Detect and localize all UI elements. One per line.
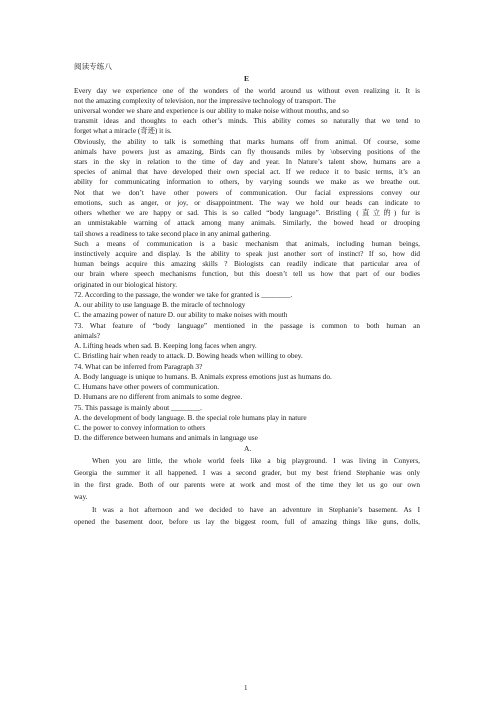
passage-a-heading: A. <box>244 444 252 453</box>
passage-e-line: others whether we are happy or sad. This is so called “body language”. Bristling (直立的) fur is <box>74 208 420 217</box>
passage-e-line: originated in our biological history. <box>74 280 178 289</box>
passage-e-line: tail shows a readiness to take second place in any animal gathering. <box>74 229 271 238</box>
passage-e-line: ability for communicating information to others, by varying sounds we make as we breathe out. <box>74 177 420 186</box>
passage-e-line: not the amazing complexity of television, nor the impressive technology of transport. The <box>74 96 336 105</box>
passage-e-line: forget what a miracle (奇迹) it is. <box>74 126 172 135</box>
question-line: D. the difference between humans and animals in language use <box>74 433 258 442</box>
passage-a-line: in the first grade. Both of our parents were at work and most of the time they let us go our own <box>74 480 420 489</box>
question-line: C. Humans have other powers of communication. <box>74 382 220 391</box>
passage-e-line: human beings acquire this amazing skills ? Biologists can readily indicate that particular area of <box>74 259 420 268</box>
passage-e-line: stars in the sky in relation to the time of day and year. In Nature’s talent show, humans are a <box>74 157 420 166</box>
question-line: 74. What can be inferred from Paragraph 3? <box>74 362 203 371</box>
worksheet-title: 阅读专练八 <box>74 62 112 71</box>
passage-e-line: animals have powers just as amazing, Birds can fly thousands miles by \observing positions of the <box>74 147 420 156</box>
passage-e-line: species of animal that have developed their own special act. If we reduce it to basic terms, it’s an <box>74 167 420 176</box>
passage-a-line: It was a hot afternoon and we decided to have an adventure in Stephanie’s basement. As I <box>92 505 420 514</box>
question-line: 73. What feature of “body language” mentioned in the passage is common to both human an <box>74 321 420 330</box>
question-line: A. Body language is unique to humans. B. Animals express emotions just as humans do. <box>74 372 332 381</box>
question-line: animals? <box>74 331 100 340</box>
passage-e-line: Not that we don’t have other powers of communication. Our facial expressions convey our <box>74 188 420 197</box>
passage-e-line: Such a means of communication is a basic mechanism that animals, including human beings, <box>74 239 420 248</box>
question-line: 75. This passage is mainly about ________. <box>74 403 202 412</box>
question-line: D. Humans are no different from animals to some degree. <box>74 392 243 401</box>
question-line: A. our ability to use language B. the miracle of technology <box>74 300 246 309</box>
passage-e-heading: E <box>244 74 250 83</box>
passage-a-line: When you are little, the whole world feels like a big playground. I was living in Conyers, <box>92 456 420 465</box>
passage-a-line: opened the basement door, before us lay the biggest room, full of amazing things like guns, dolls, <box>74 517 420 526</box>
passage-e-line: universal wonder we share and experience is our ability to make noise without mouths, and so <box>74 106 349 115</box>
question-line: C. the amazing power of nature D. our ability to make noises with mouth <box>74 310 288 319</box>
question-line: 72. According to the passage, the wonder we take for granted is ________. <box>74 290 293 299</box>
question-line: C. the power to convey information to others <box>74 423 206 432</box>
passage-a-line: Georgia the summer it all happened. I was a second grader, but my best friend Stephanie was only <box>74 468 420 477</box>
page-number: 1 <box>244 684 248 692</box>
passage-e-line: Every day we experience one of the wonders of the world around us without even realizing it. It is <box>74 86 420 95</box>
passage-e-line: emotions, such as anger, or joy, or disappointment. The way we hold our heads can indicate to <box>74 198 420 207</box>
question-line: A. Lifting heads when sad. B. Keeping long faces when angry. <box>74 341 257 350</box>
passage-e-line: instinctively acquire and display. Is the ability to speak just another sort of instinct? If so, how did <box>74 249 420 258</box>
passage-e-line: transmit ideas and thoughts to each other’s minds. This ability comes so naturally that we tend to <box>74 116 420 125</box>
passage-e-line: an unmistakable warning of attack among many animals. Similarly, the bowed head or drooping <box>74 218 420 227</box>
question-line: C. Bristling hair when ready to attack. D. Bowing heads when willing to obey. <box>74 351 303 360</box>
passage-e-line: Obviously, the ability to talk is something that marks humans off from animal. Of course, some <box>74 137 420 146</box>
passage-a-line: way. <box>74 492 88 501</box>
passage-e-line: our brain where speech mechanisms function, but this doesn’t tell us how that part of our bodies <box>74 269 420 278</box>
question-line: A. the development of body language. B. the special role humans play in nature <box>74 413 307 422</box>
